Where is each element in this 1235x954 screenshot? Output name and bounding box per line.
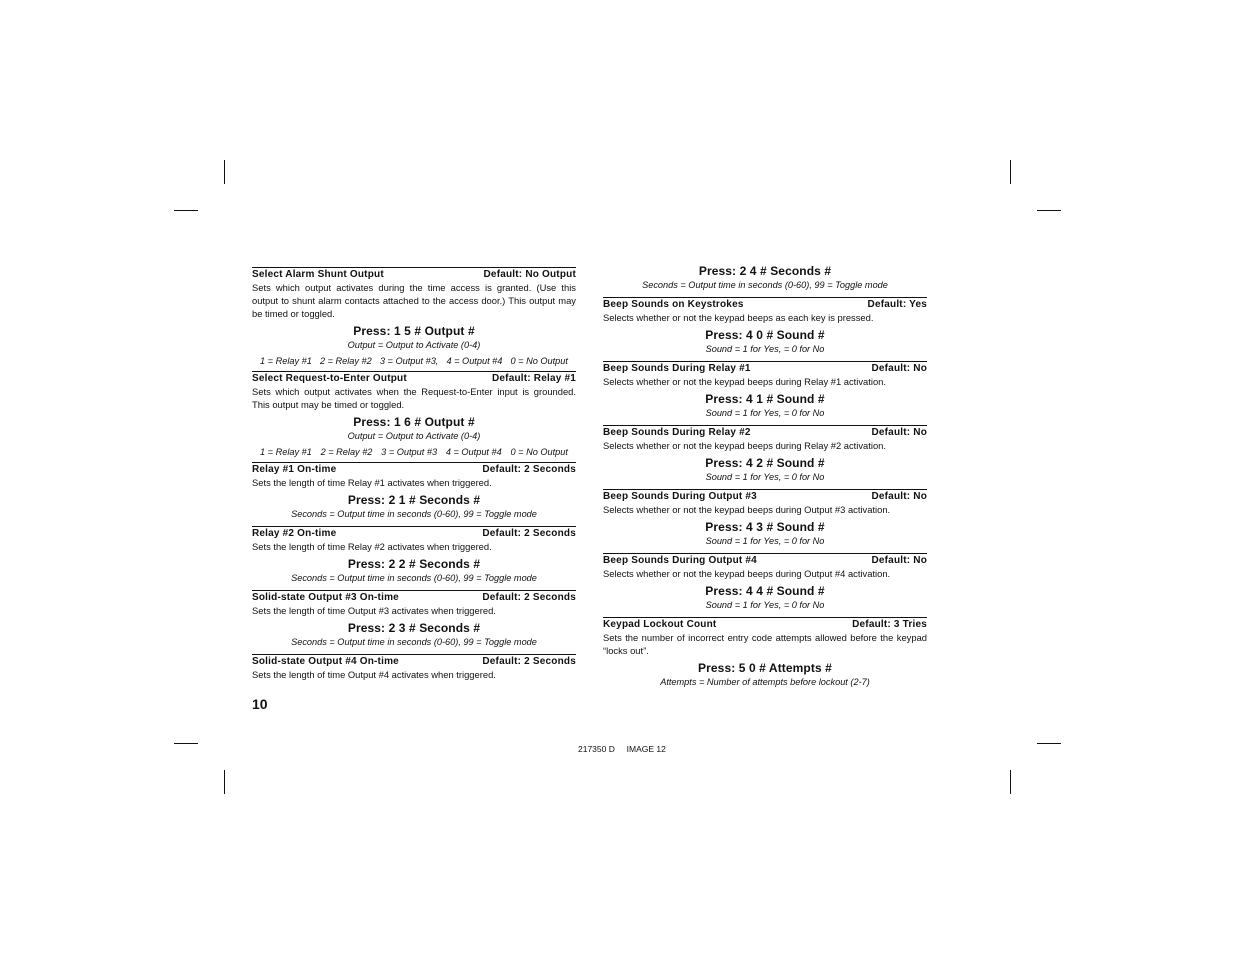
section-header [603, 361, 927, 375]
press-command: Press: 5 0 # Attempts # [698, 661, 832, 675]
section-title: Solid-state Output #4 On-time [252, 656, 399, 667]
crop-mark [174, 210, 198, 211]
section-relay-1-on-time [252, 462, 576, 526]
section-relay-2-on-time [252, 526, 576, 590]
section-default: Default: Yes [867, 299, 927, 310]
section-beep-output-3 [603, 489, 927, 553]
section-header [603, 617, 927, 631]
print-footer: 217350 D IMAGE 12 [578, 744, 666, 754]
section-description: Selects whether or not the keypad beeps during Relay #1 activation. [603, 376, 886, 387]
press-command: Press: 4 2 # Sound # [705, 456, 825, 470]
section-header [252, 371, 576, 385]
section-description: Sets the length of time Output #4 activates when triggered. [252, 669, 496, 680]
command-note: Attempts = Number of attempts before lockout (2-7) [660, 677, 870, 687]
press-command: Press: 2 4 # Seconds # [698, 264, 832, 278]
section-beep-relay-1 [603, 361, 927, 425]
section-description: Selects whether or not the keypad beeps during Output #3 activation. [603, 504, 891, 515]
option: 4 = Output #4 [445, 447, 502, 457]
section-output-3-on-time [252, 590, 576, 654]
section-default: Default: No Output [483, 269, 576, 280]
section-default: Default: No [871, 427, 927, 438]
option: 2 = Relay #2 [319, 356, 372, 366]
section-description: Sets the length of time Relay #1 activates when triggered. [252, 477, 492, 488]
command-note: Sound = 1 for Yes, = 0 for No [705, 344, 825, 354]
section-header [603, 489, 927, 503]
command-note: Seconds = Output time in seconds (0-60), 99 = Toggle mode [642, 280, 888, 290]
crop-mark [1037, 743, 1061, 744]
output-options [252, 352, 576, 371]
section-header [252, 590, 576, 604]
section-header [603, 297, 927, 311]
section-title: Select Request-to-Enter Output [252, 373, 407, 384]
section-default: Default: 2 Seconds [482, 528, 576, 539]
section-beep-keystrokes [603, 297, 927, 361]
section-description: Sets which output activates during the time access is granted. (Use this output to shunt alarm contacts attached to the access door.) This output may be timed or toggled. [252, 282, 576, 319]
page-number: 10 [252, 696, 268, 712]
command-note: Seconds = Output time in seconds (0-60), 99 = Toggle mode [291, 573, 537, 583]
command-note: Sound = 1 for Yes, = 0 for No [705, 408, 825, 418]
section-description: Sets the length of time Output #3 activates when triggered. [252, 605, 496, 616]
section-title: Keypad Lockout Count [603, 619, 717, 630]
section-default: Default: Relay #1 [492, 373, 576, 384]
crop-mark [224, 770, 225, 794]
section-default: Default: No [871, 491, 927, 502]
section-header [603, 425, 927, 439]
press-command: Press: 4 1 # Sound # [705, 392, 825, 406]
section-description: Sets the number of incorrect entry code attempts allowed before the keypad “locks out”. [603, 632, 927, 656]
section-header [252, 267, 576, 281]
crop-mark [1037, 210, 1061, 211]
command-note: Output = Output to Activate (0-4) [347, 340, 481, 350]
section-header [252, 526, 576, 540]
press-command: Press: 4 3 # Sound # [705, 520, 825, 534]
option: 0 = No Output [510, 447, 568, 457]
section-description: Selects whether or not the keypad beeps as each key is pressed. [603, 312, 874, 323]
right-column [603, 264, 927, 689]
option: 2 = Relay #2 [320, 447, 373, 457]
crop-mark [1010, 770, 1011, 794]
section-output-4-on-time [252, 654, 576, 681]
section-header [252, 462, 576, 476]
section-default: Default: 2 Seconds [482, 592, 576, 603]
section-title: Relay #2 On-time [252, 528, 337, 539]
section-default: Default: No [871, 363, 927, 374]
section-alarm-shunt-output [252, 267, 576, 371]
output-options [252, 443, 576, 462]
press-command: Press: 2 3 # Seconds # [347, 621, 481, 635]
section-header [603, 553, 927, 567]
section-description: Selects whether or not the keypad beeps during Output #4 activation. [603, 568, 891, 579]
crop-mark [174, 743, 198, 744]
option: 3 = Output #3, [379, 356, 439, 366]
section-default: Default: 2 Seconds [482, 656, 576, 667]
section-default: Default: 2 Seconds [482, 464, 576, 475]
section-header [252, 654, 576, 668]
section-description: Sets which output activates when the Request-to-Enter input is grounded. This output may be timed or toggled. [252, 386, 576, 410]
command-note: Seconds = Output time in seconds (0-60), 99 = Toggle mode [291, 509, 537, 519]
option: 1 = Relay #1 [260, 356, 312, 366]
option: 4 = Output #4 [446, 356, 503, 366]
section-keypad-lockout-count [603, 617, 927, 689]
section-title: Select Alarm Shunt Output [252, 269, 384, 280]
command-note: Sound = 1 for Yes, = 0 for No [705, 536, 825, 546]
section-title: Beep Sounds During Relay #1 [603, 363, 751, 374]
section-title: Beep Sounds During Output #3 [603, 491, 757, 502]
command-note: Sound = 1 for Yes, = 0 for No [705, 472, 825, 482]
press-command: Press: 4 4 # Sound # [705, 584, 825, 598]
command-note: Seconds = Output time in seconds (0-60), 99 = Toggle mode [291, 637, 537, 647]
left-column [252, 267, 576, 681]
section-title: Beep Sounds on Keystrokes [603, 299, 744, 310]
option: 1 = Relay #1 [260, 447, 312, 457]
section-beep-relay-2 [603, 425, 927, 489]
option: 3 = Output #3 [381, 447, 438, 457]
section-request-to-enter-output [252, 371, 576, 462]
press-command: Press: 2 1 # Seconds # [347, 493, 481, 507]
section-title: Solid-state Output #3 On-time [252, 592, 399, 603]
crop-mark [224, 160, 225, 184]
press-command: Press: 1 5 # Output # [353, 324, 475, 338]
section-title: Beep Sounds During Relay #2 [603, 427, 751, 438]
section-title: Relay #1 On-time [252, 464, 337, 475]
option: 0 = No Output [510, 356, 568, 366]
command-note: Sound = 1 for Yes, = 0 for No [705, 600, 825, 610]
section-title: Beep Sounds During Output #4 [603, 555, 757, 566]
press-command: Press: 4 0 # Sound # [705, 328, 825, 342]
crop-mark [1010, 160, 1011, 184]
section-default: Default: 3 Tries [852, 619, 927, 630]
press-command: Press: 2 2 # Seconds # [347, 557, 481, 571]
section-beep-output-4 [603, 553, 927, 617]
section-description: Selects whether or not the keypad beeps during Relay #2 activation. [603, 440, 886, 451]
section-default: Default: No [871, 555, 927, 566]
command-note: Output = Output to Activate (0-4) [347, 431, 481, 441]
section-description: Sets the length of time Relay #2 activates when triggered. [252, 541, 492, 552]
press-command: Press: 1 6 # Output # [353, 415, 475, 429]
